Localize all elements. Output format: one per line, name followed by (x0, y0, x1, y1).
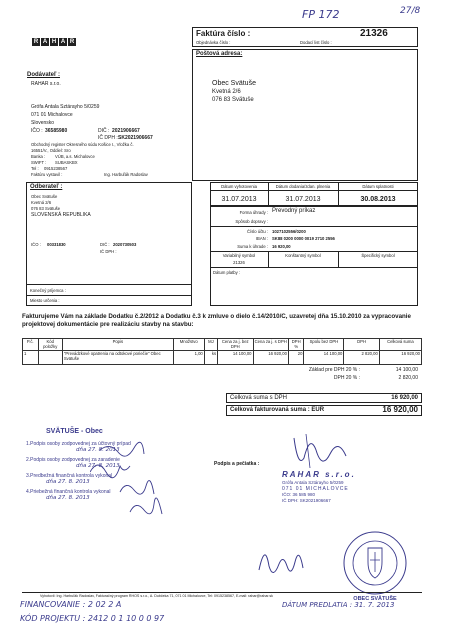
postal-name: Obec Svätuše (212, 80, 256, 87)
issue-date-label: Dátum vyhotovenia (221, 184, 257, 189)
approval-line-3: 3.Predbežná finančná kontrola vykonal (26, 473, 113, 479)
items-header-cell: Kód položky (38, 339, 62, 351)
handwritten-reference: FP 172 (302, 8, 340, 21)
invoice-number: 21326 (360, 28, 388, 39)
mayor-signature (255, 540, 305, 580)
approval-line-4: 4.Priebežná finančná kontrola vykonal (26, 489, 111, 496)
items-header-cell: MJ (204, 339, 217, 351)
buyer-city: 076 83 Svätuše (31, 206, 61, 211)
supplier-register-2: 16551/V., Oddiel: Sro (31, 148, 71, 153)
iban: SK88 0200 0000 0019 2710 2556 (272, 236, 335, 241)
vat-base-label: Základ pre DPH 20 % : (308, 367, 360, 373)
supplier-signature (286, 430, 356, 475)
table-cell: 1 (23, 350, 39, 364)
postal-street: Kvetná 2/6 (212, 89, 241, 95)
table-cell: "Prevádzkové opatrenia na odtokové poriečie" Obec Svätuše (62, 350, 173, 364)
supplier-bank-label: Banka : (31, 154, 46, 159)
supplier-country: Slovensko (31, 120, 55, 126)
handwritten-date: 27/8 (400, 6, 421, 16)
supplier-city: 071 01 Michalovce (31, 112, 73, 118)
items-header-cell: Celková suma (379, 339, 421, 351)
supplier-swift: SUBASKBX (55, 160, 78, 165)
table-cell: 2 820,00 (344, 350, 379, 364)
constant-symbol-label: Konštantný symbol (285, 253, 321, 258)
items-header-cell: Cena za j. bez DPH (218, 339, 253, 351)
logo-letter: R (69, 39, 75, 45)
amount-due-label: Suma k úhrade : (237, 244, 268, 249)
table-cell: 20 (288, 350, 304, 364)
iban-label: IBAN : (255, 236, 268, 241)
invoice-title: Faktúra číslo : (196, 29, 251, 38)
table-cell: ks (204, 350, 217, 364)
tax-date-label: Dátum dodania/zdan. plnenia (275, 184, 331, 189)
footer-text: Vyhotovil: Ing. Harbuľák Radoslav, Fakturačný program RHOS s.r.o., A. Dubčeka 71, 071 01 Michalovce, Tel: 0915238567, E-mail: rahar@rahar.sk (40, 594, 273, 598)
invoiced-total-label: Celková fakturovaná suma : EUR (230, 407, 325, 413)
approval-stamp-title: SVÄTUŠE - Obec (46, 428, 103, 435)
destination-label: Miesto určenia : (30, 298, 60, 303)
items-header-row (23, 339, 422, 351)
supplier-dic-label: DIČ : (98, 128, 110, 134)
table-row (23, 350, 422, 364)
payment-date-label: Dátum platby : (213, 270, 240, 275)
variable-symbol: 21326 (233, 260, 245, 265)
buyer-country: SLOVENSKÁ REPUBLIKA (31, 212, 91, 218)
postal-address-box (192, 49, 418, 181)
signature-label: Podpis a pečiatka : (214, 461, 260, 467)
supplier-swift-label: SWIFT : (31, 160, 47, 165)
approval-line-1: 1.Podpis osoby zodpovednej za účtovný prípad (26, 440, 131, 447)
buyer-street: Kvetná 2/6 (31, 200, 52, 205)
approval-date-2: dňa 27. 8. 2013 (76, 463, 120, 470)
supplier-stamp-line-3: IČO: 36 585 980 (282, 491, 316, 497)
table-cell: 16 920,00 (379, 350, 421, 364)
supplier-register: Obchodný register Okresného súdu Košice I., Vložka č. (31, 142, 134, 147)
vat-base: 14 100,00 (395, 367, 418, 373)
variable-symbol-label: Variabilný symbol (222, 253, 256, 258)
supplier-icdph: SK2021906667 (118, 135, 153, 141)
handwritten-financing: FINANCOVANIE : 2 02 2 A (20, 600, 122, 609)
supplier-ico: 36585980 (45, 128, 68, 134)
logo-letter: A (42, 39, 48, 45)
handwritten-submission-date: DÁTUM PREDLATIA : 31. 7. 2013 (282, 601, 395, 609)
supplier-bank: VÚB, a.s. Michalovce (55, 154, 95, 159)
approval-date-1: dňa 27. 8. 2013 (76, 447, 120, 453)
approval-date-3: dňa 27. 8. 2013 (46, 479, 90, 486)
account-label: Číslo účtu : (247, 229, 268, 234)
due-date: 30.08.2013 (360, 196, 396, 203)
amount-due: 16 920,00 (272, 244, 291, 249)
supplier-stamp-name: RAHAR s.r.o. (282, 470, 356, 479)
postal-address-heading: Poštová adresa: (196, 51, 243, 57)
seal-text: OBEC SVÄTUŠE (353, 596, 397, 602)
buyer-name: Obec Svätuše (31, 194, 58, 199)
handwritten-project-code: KÓD PROJEKTU : 2412 0 1 10 0 0 97 (20, 614, 165, 623)
supplier-icdph-label: IČ DPH : (98, 135, 118, 141)
items-header-cell: DPH % (288, 339, 304, 351)
supplier-stamp (282, 470, 422, 503)
buyer-ico: 00331830 (47, 242, 66, 247)
buyer-heading: Odberateľ : (30, 184, 63, 190)
vat-amount: 2 820,00 (398, 375, 418, 381)
table-cell (38, 350, 62, 364)
supplier-street: Grófa Antala Sztárayho 5/0259 (31, 104, 100, 110)
vat-label: DPH 20 % : (333, 375, 360, 381)
logo-letter: A (60, 39, 66, 45)
issue-date: 31.07.2013 (221, 196, 257, 203)
supplier-tel-label: Tel : (31, 166, 39, 171)
items-table (22, 338, 422, 365)
items-header-cell: Popis (62, 339, 173, 351)
issued-by-label: Faktúru vystavil : (31, 172, 63, 177)
supplier-tel: 0915238567 (44, 166, 68, 171)
account-number: 1027102556/0200 (272, 229, 306, 234)
supplier-ico-label: IČO : (31, 128, 43, 134)
supplier-stamp-line-4: IČ DPH: SK2021906667 (282, 497, 331, 503)
tax-date: 31.07.2013 (285, 196, 321, 203)
order-number-label: Objednávka číslo : (196, 40, 231, 45)
shipping-label: Spôsob dopravy : (235, 219, 268, 224)
supplier-dic: 2021906667 (112, 128, 140, 134)
postal-city: 076 83 Svätuše (212, 97, 254, 103)
invoiced-total: 16 920,00 (382, 405, 418, 414)
items-header-cell: Cena za j. s DPH (253, 339, 288, 351)
items-header-cell: Množstvo (173, 339, 204, 351)
buyer-dic-label: DIČ : (100, 242, 110, 247)
municipality-seal (342, 530, 408, 596)
items-header-cell: Spolu bez DPH (304, 339, 344, 351)
approval-line-2: 2.Podpis osoby zodpovednej za zaradenie (26, 456, 120, 463)
buyer-dic: 2020730503 (113, 242, 137, 247)
logo-letter: R (33, 39, 39, 45)
invoice-intro: Fakturujeme Vám na základe Dodatku č.2/2012 a Dodatku č.3 k zmluve o dielo č.14/2010/C, uzavretej dňa 15.10.2010 za vypracovanie projektovej dokumentácie pre realizáciu stavby na stavbu: (22, 313, 411, 329)
payment-method-label: Forma úhrady : (239, 210, 268, 215)
items-header-cell: DPH (344, 339, 379, 351)
issued-by: Ing. Harbuľák Radoslav (104, 172, 148, 177)
buyer-ico-label: IČO : (31, 242, 41, 247)
delivery-note-label: Dodací list číslo : (300, 40, 332, 45)
buyer-icdph-label: IČ DPH : (100, 249, 117, 254)
table-cell: 14 100,00 (304, 350, 344, 364)
approval-date-4: dňa 27. 8. 2013 (46, 495, 90, 502)
table-cell: 14 100,00 (218, 350, 253, 364)
supplier-stamp-line-1: Grófa Antala Sztárayho 5/0259 (282, 480, 344, 485)
approval-signatures (90, 440, 190, 530)
final-recipient-label: Konečný príjemca : (30, 288, 66, 293)
items-header-cell: P.č. (23, 339, 39, 351)
supplier-name: RAHAR s.r.o. (31, 81, 61, 87)
supplier-stamp-line-2: 071 01 MICHALOVCE (282, 485, 349, 492)
specific-symbol-label: Špecifický symbol (361, 253, 395, 258)
logo-letter: H (51, 39, 57, 45)
supplier-heading: Dodávateľ : (27, 72, 60, 78)
total-with-vat-label: Celková suma s DPH (230, 395, 288, 401)
payment-method: Prevodný príkaz (272, 208, 316, 214)
total-with-vat: 16 920,00 (391, 395, 418, 401)
due-date-label: Dátum splatnosti (362, 184, 394, 189)
table-cell: 1,00 (173, 350, 204, 364)
table-cell: 16 920,00 (253, 350, 288, 364)
company-logo (32, 38, 76, 46)
